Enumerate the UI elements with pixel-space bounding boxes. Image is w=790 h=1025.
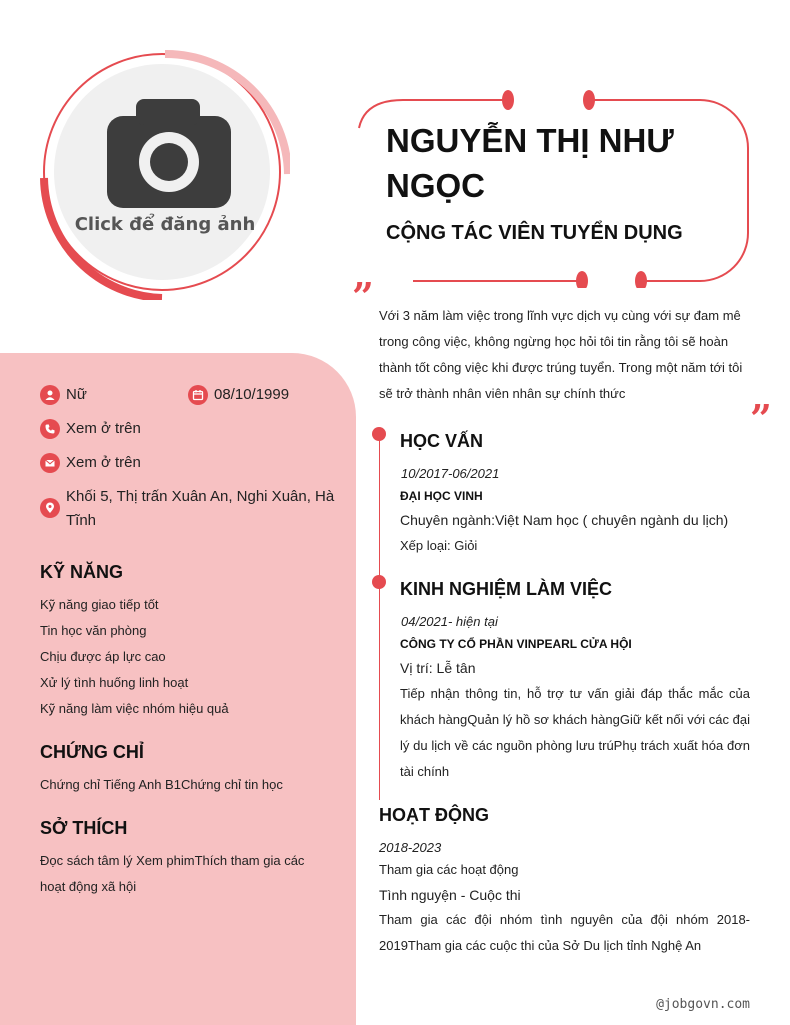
- skill-item: Kỹ năng giao tiếp tốt: [40, 597, 159, 612]
- activities-org: Tham gia các hoạt động: [379, 862, 519, 877]
- quote-open-icon: ”: [352, 274, 374, 319]
- skill-item: Kỹ năng làm việc nhóm hiệu quả: [40, 701, 229, 716]
- skill-item: Chịu được áp lực cao: [40, 649, 166, 664]
- activities-role: Tình nguyện - Cuộc thi: [379, 887, 521, 903]
- education-title: HỌC VẤN: [400, 431, 484, 451]
- experience-position: Vị trí: Lễ tân: [400, 660, 476, 676]
- email-value: Xem ở trên: [66, 454, 141, 471]
- hobbies-text: Đọc sách tâm lý Xem phimThích tham gia các hoạt động xã hội: [40, 853, 305, 894]
- quote-close-icon: ”: [750, 396, 772, 441]
- phone-icon: [40, 419, 60, 439]
- education-date: 10/2017-06/2021: [401, 466, 500, 481]
- timeline-line: [379, 438, 380, 800]
- info-phone: [40, 417, 141, 441]
- timeline-dot: [372, 575, 386, 589]
- avatar[interactable]: [40, 50, 290, 300]
- birthday-value: 08/10/1999: [214, 386, 290, 403]
- phone-value: Xem ở trên: [66, 420, 141, 437]
- experience-description: Tiếp nhận thông tin, hỗ trợ tư vấn giải đáp thắc mắc của khách hàngQuản lý hồ sơ khách hàngGiữ kết nối với các đại lý du lịch về các nguồn phòng lưu trúPhụ trách xuất hóa đơn tài chính: [400, 686, 750, 779]
- gender-value: Nữ: [66, 386, 87, 403]
- info-address: [40, 485, 340, 533]
- timeline-dot: [372, 427, 386, 441]
- experience-date: 04/2021- hiện tại: [401, 614, 498, 629]
- candidate-name: NGUYỄN THỊ NHƯ NGỌC: [386, 122, 674, 204]
- calendar-icon: [188, 385, 208, 405]
- intro-text: Với 3 năm làm việc trong lĩnh vực dịch vụ cùng với sự đam mê trong công việc, không ngừng học hỏi tôi tin rằng tôi sẽ hoàn thành tốt công việc khi được trúng tuyển. Trong một năm tới tôi sẽ trở thành nhân viên nhân sự chính thức: [379, 308, 743, 401]
- footer-watermark: @jobgovn.com: [656, 997, 750, 1012]
- user-icon: [40, 385, 60, 405]
- activities-description: Tham gia các đội nhóm tình nguyên của đội nhóm 2018-2019Tham gia các cuộc thi của Sở Du lịch tỉnh Nghệ An: [379, 912, 750, 953]
- address-value: Khối 5, Thị trấn Xuân An, Nghi Xuân, Hà Tĩnh: [66, 488, 335, 529]
- education-school: ĐẠI HỌC VINH: [400, 489, 483, 503]
- hobbies-title: SỞ THÍCH: [40, 818, 128, 838]
- mail-icon: [40, 453, 60, 473]
- job-title: CỘNG TÁC VIÊN TUYỂN DỤNG: [386, 222, 683, 244]
- skills-list: [40, 592, 229, 722]
- experience-title: KINH NGHIỆM LÀM VIỆC: [400, 579, 613, 599]
- activities-date: 2018-2023: [379, 840, 442, 855]
- experience-company: CÔNG TY CỔ PHẦN VINPEARL CỬA HỘI: [400, 637, 632, 651]
- skills-title: KỸ NĂNG: [40, 562, 124, 582]
- location-icon: [40, 498, 60, 518]
- certificates-title: CHỨNG CHỈ: [40, 742, 144, 762]
- info-birthday: [188, 383, 289, 407]
- info-gender: [40, 383, 87, 407]
- skill-item: Xử lý tình huống linh hoạt: [40, 675, 189, 690]
- certificates-text: Chứng chỉ Tiếng Anh B1Chứng chỉ tin học: [40, 777, 283, 792]
- education-grade: Xếp loại: Giỏi: [400, 538, 478, 553]
- education-major: Chuyên ngành:Việt Nam học ( chuyên ngành du lịch): [400, 512, 729, 528]
- avatar-frame: [40, 50, 290, 300]
- photo-upload-label[interactable]: Click để đăng ảnh: [74, 214, 256, 235]
- activities-title: HOẠT ĐỘNG: [379, 805, 489, 825]
- info-email: [40, 451, 141, 475]
- skill-item: Tin học văn phòng: [40, 623, 147, 638]
